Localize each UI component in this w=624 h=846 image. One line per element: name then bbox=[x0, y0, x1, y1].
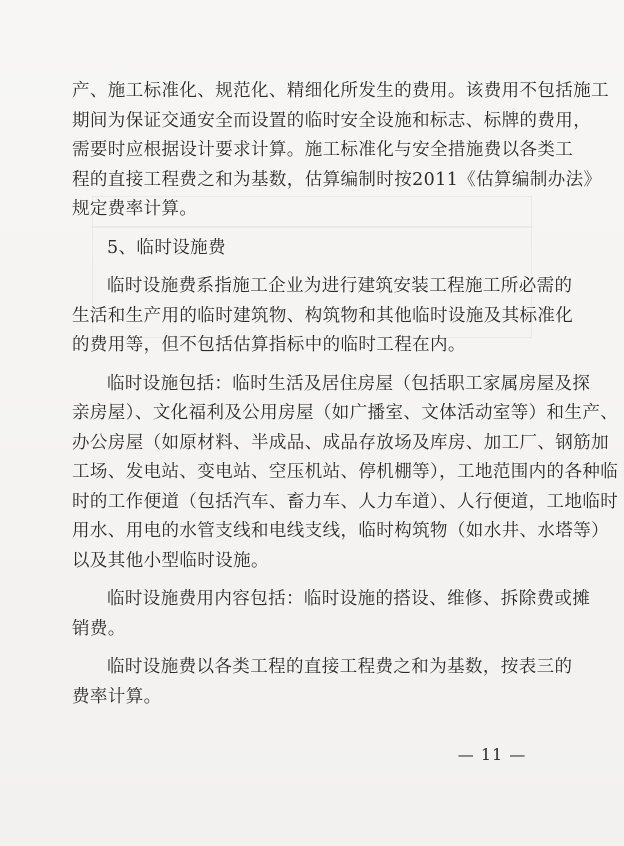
text-line: 以及其他小型临时设施。 bbox=[72, 550, 269, 571]
text-line: 工场、发电站、变电站、空压机站、停机棚等），工地范围内的各种临 bbox=[72, 462, 619, 482]
text-line: 办公房屋（如原材料、半成品、成品存放场及库房、加工厂、钢筋加 bbox=[72, 432, 609, 453]
paragraph bbox=[72, 234, 556, 273]
paragraph bbox=[72, 585, 591, 653]
paragraph bbox=[72, 653, 573, 712]
page-number: — 11 — bbox=[457, 745, 527, 764]
text-line: 临时设施费以各类工程的直接工程费之和为基数，按表三的 bbox=[107, 657, 573, 677]
text-line: 5、临时设施费 bbox=[107, 237, 226, 258]
paragraph bbox=[72, 370, 619, 586]
text-line: 的费用等，但不包括估算指标中的临时工程在内。 bbox=[72, 335, 466, 355]
text-line: 临时设施费系指施工企业为进行建筑安装工程施工所必需的 bbox=[107, 276, 573, 296]
text-line: 产、施工标准化、规范化、精细化所发生的费用。该费用不包括施工 bbox=[72, 81, 609, 101]
text-line: 临时设施包括：临时生活及居住房屋（包括职工家属房屋及探 bbox=[107, 373, 591, 394]
text-line: 费率计算。 bbox=[72, 686, 162, 707]
text-line: 用水、用电的水管支线和电线支线，临时构筑物（如水井、水塔等） bbox=[72, 521, 609, 541]
text-line: 时的工作便道（包括汽车、畜力车、人力车道）、人行便道，工地临时 bbox=[72, 491, 619, 512]
paragraph bbox=[72, 272, 574, 370]
paragraph bbox=[72, 77, 609, 234]
text-line: 临时设施费用内容包括：临时设施的搭设、维修、拆除费或摊 bbox=[107, 589, 591, 609]
text-line: 规定费率计算。 bbox=[72, 199, 198, 219]
text-line: 期间为保证交通安全而设置的临时安全设施和标志、标牌的费用， bbox=[72, 110, 592, 131]
text-line: 程的直接工程费之和为基数，估算编制时按2011《估算编制办法》 bbox=[72, 169, 602, 190]
text-line: 销费。 bbox=[72, 618, 126, 639]
text-line: 需要时应根据设计要求计算。施工标准化与安全措施费以各类工 bbox=[72, 140, 574, 160]
text-line: 亲房屋）、文化福利及公用房屋（如广播室、文体活动室等）和生产、 bbox=[72, 403, 619, 423]
body-text bbox=[72, 77, 619, 712]
text-line: 生活和生产用的临时建筑物、构筑物和其他临时设施及其标准化 bbox=[72, 305, 574, 326]
